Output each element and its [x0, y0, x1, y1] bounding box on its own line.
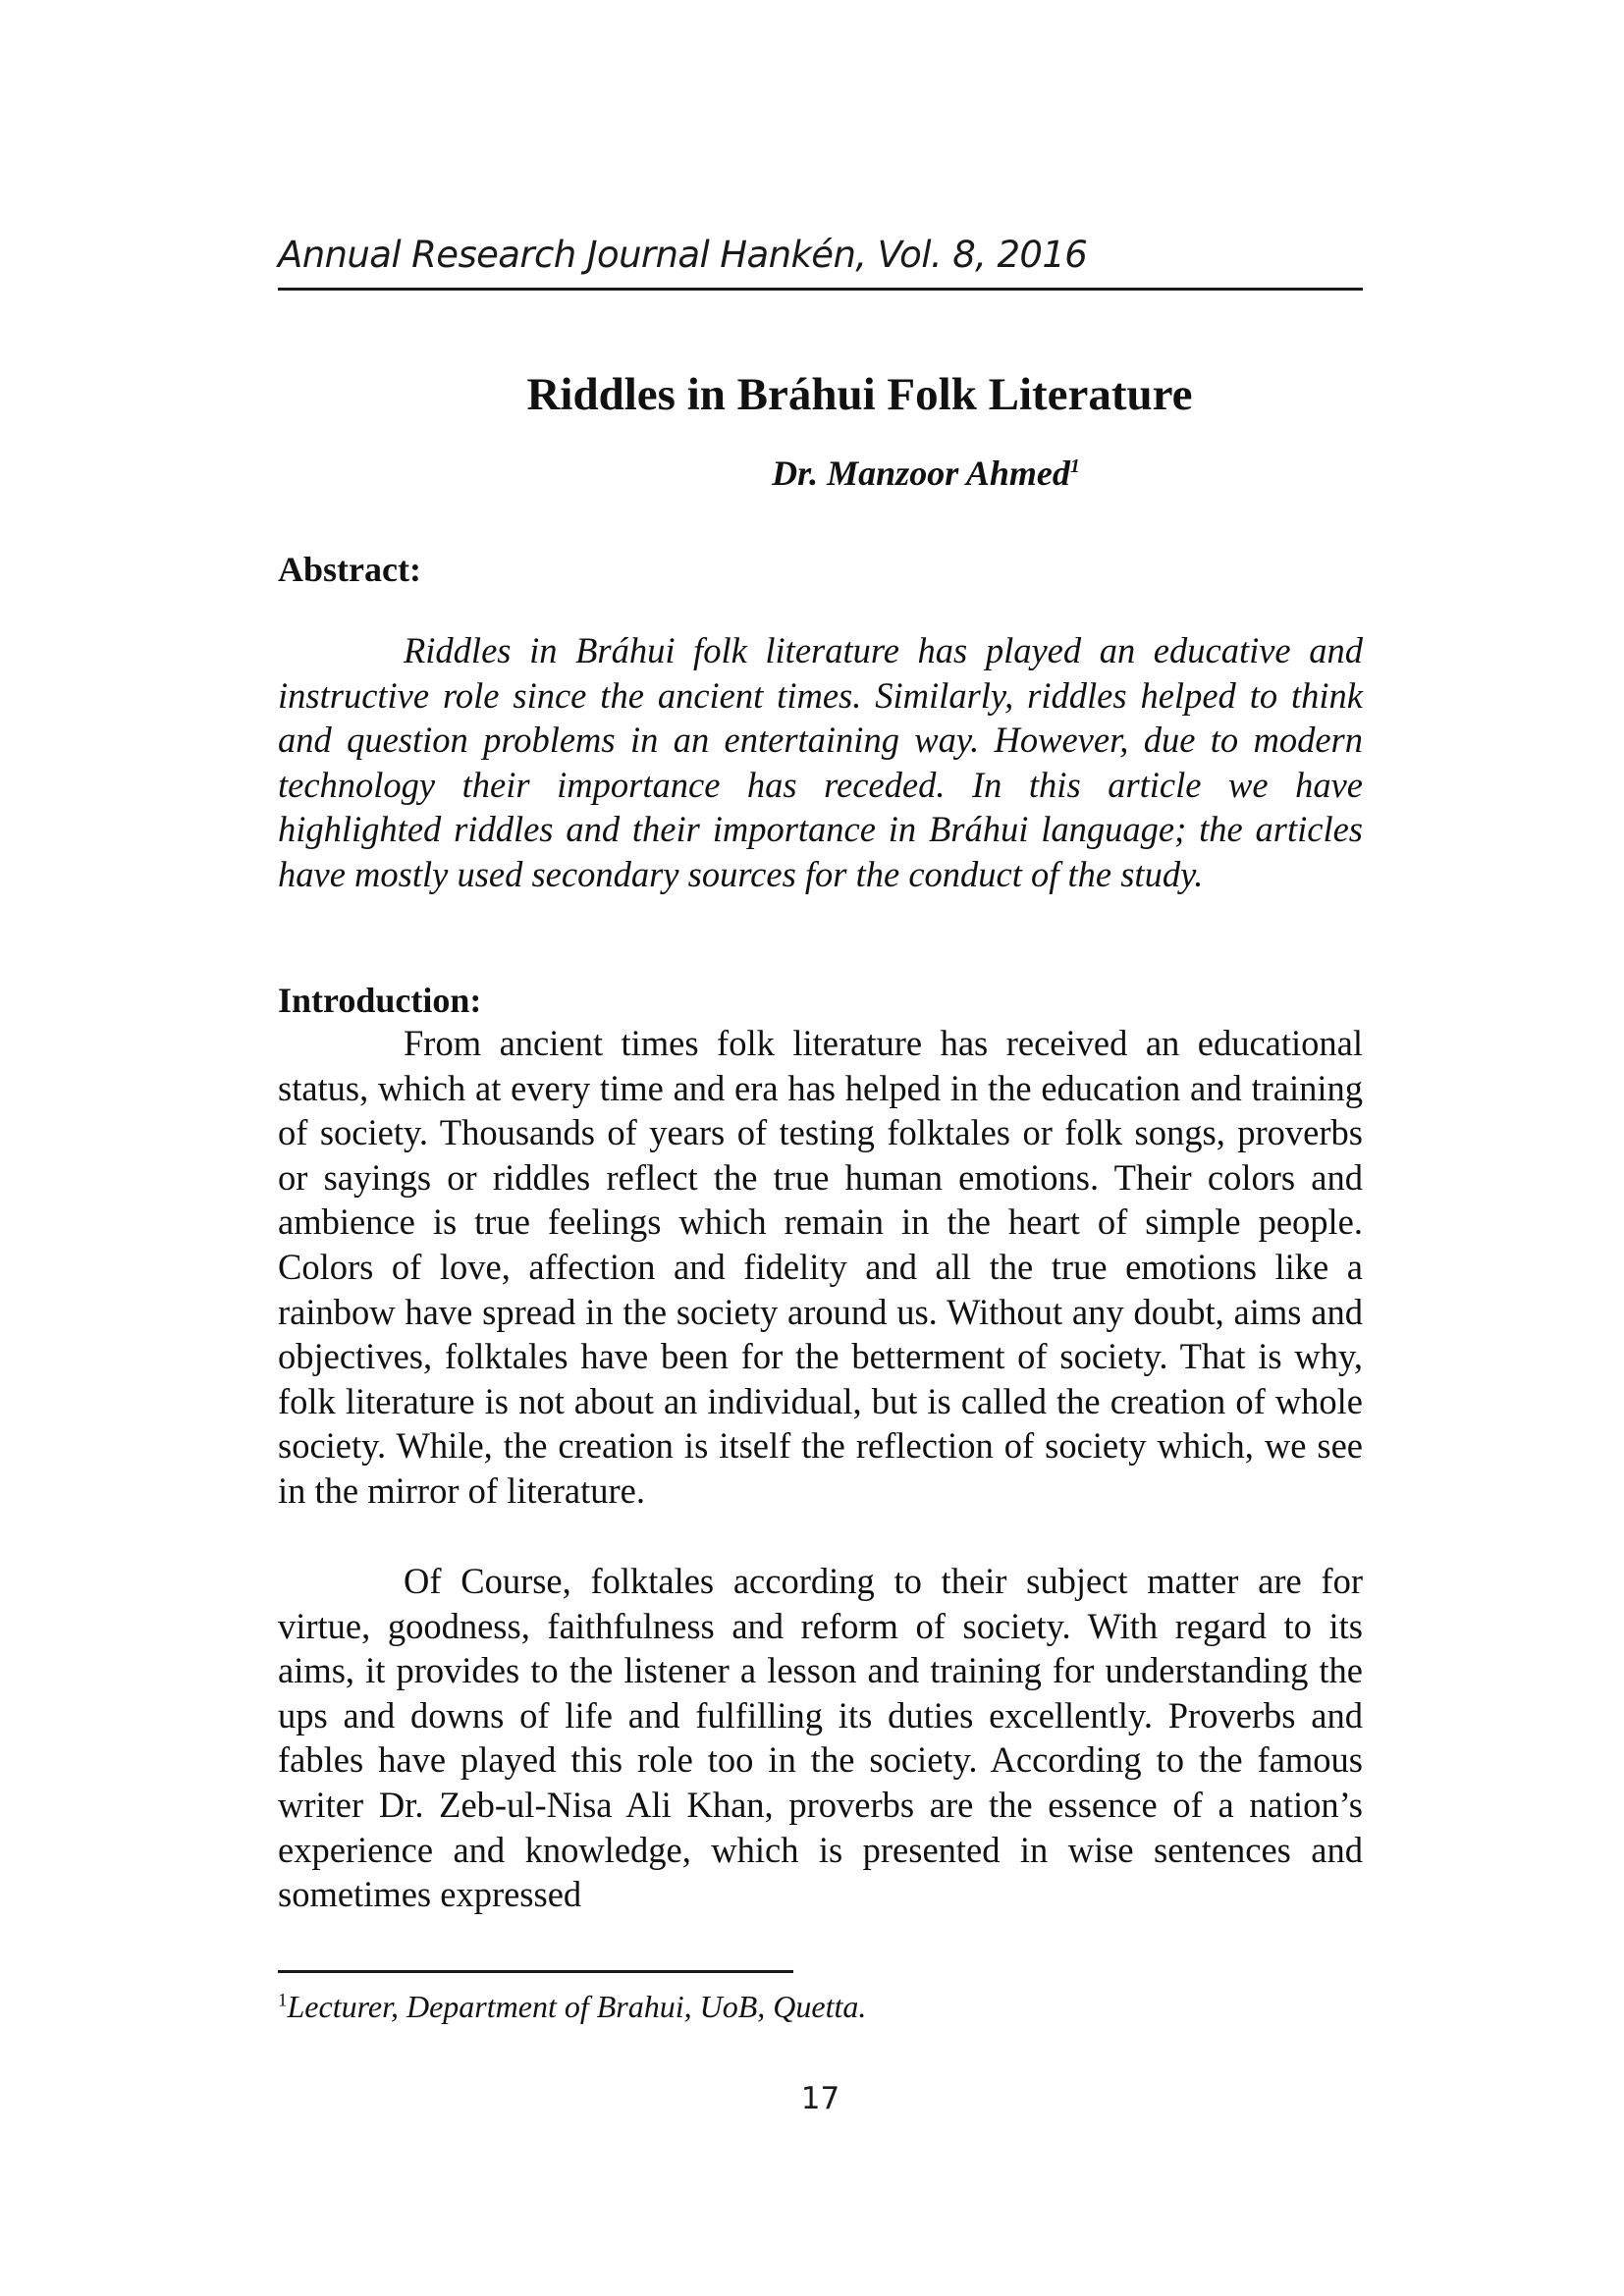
author-line	[278, 452, 1363, 495]
abstract-heading: Abstract:	[278, 550, 421, 589]
footnote-marker: 1	[278, 1990, 288, 2011]
footnote-text: Lecturer, Department of Brahui, UoB, Quetta.	[287, 1989, 867, 2024]
introduction-paragraph: Of Course, folktales according to their subject matter are for virtue, goodness, faithfulness and reform of society. With regard to its aims, it provides to the listener a lesson and training for understanding the ups and downs of life and fulfilling its duties excellently. Proverbs and fables have played this role too in the society. According to the famous writer Dr. Zeb-ul-Nisa Ali Khan, proverbs are the essence of a nation’s experience and knowledge, which is presented in wise sentences and sometimes expressed	[278, 1561, 1363, 1915]
footnote	[278, 1985, 1363, 2028]
page-number: 17	[800, 2081, 840, 2116]
introduction-paragraph: From ancient times folk literature has received an educational status, which at every time and era has helped in the education and training of society. Thousands of years of testing folktales or folk songs, proverbs or sayings or riddles reflect the true human emotions. Their colors and ambience is true feelings which remain in the heart of simple people. Colors of love, affection and fidelity and all the true emotions like a rainbow have spread in the society around us. Without any doubt, aims and objectives, folktales have been for the betterment of society. That is why, folk literature is not about an individual, but is called the creation of whole society. While, the creation is itself the reflection of society which, we see in the mirror of literature.	[278, 1023, 1363, 1511]
article-title: Riddles in Bráhui Folk Literature	[526, 369, 1193, 420]
footnote-divider	[278, 1970, 793, 1973]
running-header: Annual Research Journal Hankén, Vol. 8, 2016	[278, 231, 1363, 291]
abstract-text: Riddles in Bráhui folk literature has played an educative and instructive role since the ancient times. Similarly, riddles helped to think and question problems in an entertaining way. However, due to modern technology their importance has receded. In this article we have highlighted riddles and their importance in Bráhui language; the articles have mostly used secondary sources for the conduct of the study.	[278, 630, 1363, 894]
introduction-heading: Introduction:	[278, 981, 482, 1020]
author-name: Dr. Manzoor Ahmed	[772, 454, 1070, 493]
author-footnote-marker: 1	[1069, 455, 1080, 477]
